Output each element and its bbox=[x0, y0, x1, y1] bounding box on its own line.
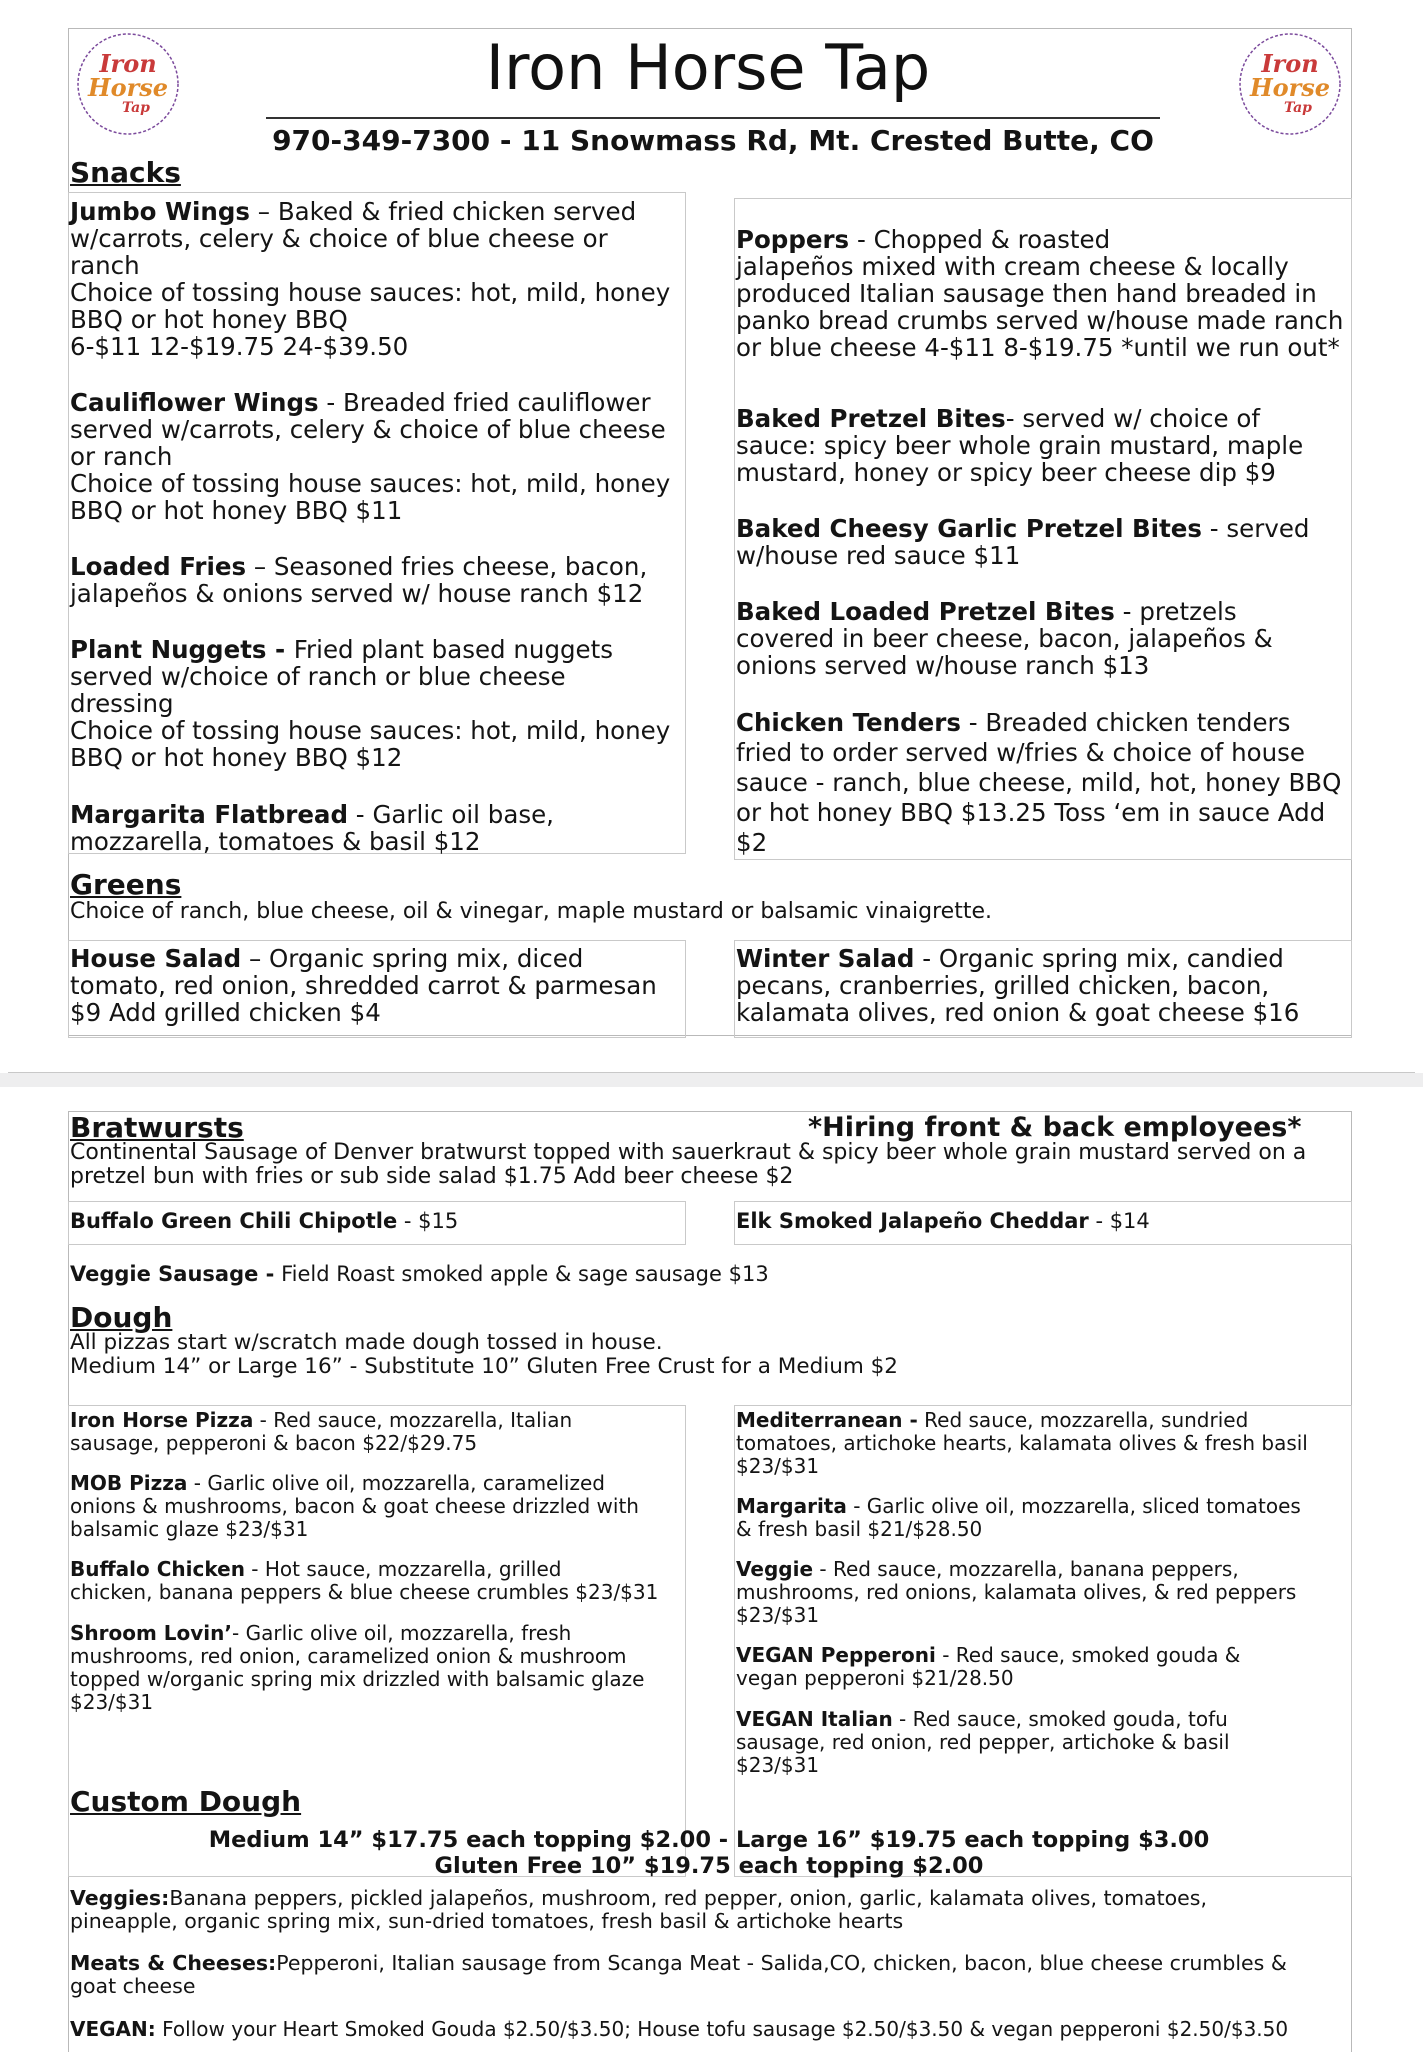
item-line: mushrooms, red onion, caramelized onion & mushroom bbox=[70, 1644, 627, 1668]
item-sep: - bbox=[846, 1494, 867, 1518]
item-baked-pretzel-bites bbox=[736, 405, 1348, 486]
item-line: Hot sauce, mozzarella, grilled bbox=[264, 1557, 562, 1581]
item-line: chicken, banana peppers & blue cheese crumbles $23/$31 bbox=[70, 1580, 659, 1604]
item-line: mustard, honey or spicy beer cheese dip $9 bbox=[736, 458, 1276, 487]
item-line: or blue cheese 4-$11 8-$19.75 *until we run out* bbox=[736, 333, 1340, 362]
item-price: - $15 bbox=[397, 1209, 459, 1233]
item-sep: – bbox=[241, 944, 269, 973]
item-sep: - bbox=[348, 800, 373, 829]
snacks-heading: Snacks bbox=[70, 156, 181, 189]
left-logo bbox=[74, 30, 182, 138]
item-sep: - bbox=[318, 388, 344, 417]
item-name: Shroom Lovin’ bbox=[70, 1621, 233, 1645]
item-line: tomato, red onion, shredded carrot & parmesan bbox=[70, 971, 657, 1000]
item-line: Baked & fried chicken served bbox=[277, 197, 637, 226]
item-desc: Field Roast smoked apple & sage sausage $13 bbox=[274, 1262, 769, 1286]
greens-note: Choice of ranch, blue cheese, oil & vinegar, maple mustard or balsamic vinaigrette. bbox=[70, 899, 992, 924]
item-house-salad bbox=[70, 945, 682, 1026]
item-line: produced Italian sausage then hand breaded in bbox=[736, 279, 1317, 308]
item-line: served bbox=[1226, 514, 1310, 543]
item-name: Mediterranean - bbox=[736, 1408, 918, 1432]
item-line: vegan pepperoni $21/28.50 bbox=[736, 1666, 1014, 1690]
item-cauliflower-wings bbox=[70, 389, 680, 524]
item-name: House Salad bbox=[70, 944, 242, 973]
item-sep: - bbox=[849, 225, 874, 254]
item-line: tomatoes, artichoke hearts, kalamata olives & fresh basil bbox=[736, 1431, 1308, 1455]
item-line: sauce: spicy beer whole grain mustard, maple bbox=[736, 431, 1304, 460]
bratwursts-heading: Bratwursts bbox=[70, 1111, 244, 1144]
custom-veggies bbox=[70, 1887, 1345, 1933]
item-name: Baked Cheesy Garlic Pretzel Bites bbox=[736, 514, 1202, 543]
item-sep: - bbox=[253, 1408, 274, 1432]
topping-sep: : bbox=[161, 1886, 170, 1910]
item-line: sausage, pepperoni & bacon $22/$29.75 bbox=[70, 1431, 478, 1455]
item-cheesy-garlic-pretzel-bites bbox=[736, 515, 1348, 569]
item-line: pretzels bbox=[1139, 597, 1237, 626]
item-line: pecans, cranberries, grilled chicken, bacon, bbox=[736, 971, 1270, 1000]
menu-page-2 bbox=[8, 1087, 1415, 2048]
item-line: Breaded chicken tenders bbox=[985, 708, 1291, 737]
item-loaded-pretzel-bites bbox=[736, 598, 1348, 679]
item-sep: – bbox=[246, 552, 274, 581]
item-line: Garlic olive oil, mozzarella, fresh bbox=[245, 1621, 572, 1645]
item-line: Red sauce, smoked gouda & bbox=[955, 1643, 1241, 1667]
item-veggie bbox=[736, 1558, 1348, 1627]
right-logo bbox=[1236, 30, 1344, 138]
item-line: w/house red sauce $11 bbox=[736, 541, 1021, 570]
topping-label: Veggies bbox=[70, 1886, 162, 1910]
item-line: jalapeños mixed with cream cheese & locally bbox=[736, 252, 1289, 281]
item-winter-salad bbox=[736, 945, 1348, 1026]
item-sep: - bbox=[1005, 404, 1023, 433]
price-line: Gluten Free 10” $19.75 each topping $2.00 bbox=[434, 1853, 984, 1879]
hiring-notice: *Hiring front & back employees* bbox=[808, 1112, 1302, 1143]
custom-prices bbox=[68, 1827, 1350, 1879]
item-line: $23/$31 bbox=[736, 1454, 820, 1478]
item-line: & fresh basil $21/$28.50 bbox=[736, 1517, 983, 1541]
item-name: Buffalo Green Chili Chipotle bbox=[70, 1209, 398, 1233]
price-line: Medium 14” $17.75 each topping $2.00 - Large 16” $19.75 each topping $3.00 bbox=[208, 1827, 1210, 1853]
item-shroom-lovin bbox=[70, 1622, 682, 1714]
topping-sep: : bbox=[268, 1951, 277, 1975]
item-name: VEGAN Italian bbox=[736, 1707, 893, 1731]
item-sep: - bbox=[1202, 514, 1227, 543]
item-name: Loaded Fries bbox=[70, 552, 247, 581]
item-line: w/carrots, celery & choice of blue cheese or bbox=[70, 224, 608, 253]
item-name: Chicken Tenders bbox=[736, 708, 961, 737]
item-line: Garlic olive oil, mozzarella, caramelized bbox=[207, 1471, 605, 1495]
item-vegan-pepperoni bbox=[736, 1644, 1348, 1690]
item-name: Poppers bbox=[736, 225, 850, 254]
item-line: sauce - ranch, blue cheese, mild, hot, honey BBQ bbox=[736, 768, 1342, 797]
logo-horse-text: Horse bbox=[87, 73, 169, 102]
item-line: sausage, red onion, red pepper, artichoke & basil bbox=[736, 1730, 1230, 1754]
topping-line: Pepperoni, Italian sausage from Scanga Meat - Salida,CO, chicken, bacon, blue cheese crumbles & bbox=[276, 1951, 1287, 1975]
logo-iron-text: Iron bbox=[99, 49, 157, 78]
item-poppers bbox=[736, 226, 1348, 361]
item-margarita-flatbread bbox=[70, 801, 680, 855]
logo-iron-text: Iron bbox=[1261, 49, 1319, 78]
item-line: 6-$11 12-$19.75 24-$39.50 bbox=[70, 332, 409, 361]
item-line: Organic spring mix, diced bbox=[268, 944, 584, 973]
item-line: $9 Add grilled chicken $4 bbox=[70, 998, 381, 1027]
item-sep: - bbox=[935, 1643, 956, 1667]
item-name: VEGAN Pepperoni bbox=[736, 1643, 936, 1667]
item-sep: - bbox=[892, 1707, 913, 1731]
bratwursts-desc bbox=[70, 1141, 1345, 1189]
item-sep: – bbox=[249, 197, 278, 226]
item-name: Margarita bbox=[736, 1494, 847, 1518]
item-name: Veggie Sausage - bbox=[70, 1262, 275, 1286]
item-name: MOB Pizza bbox=[70, 1471, 188, 1495]
item-line: ranch bbox=[70, 251, 140, 280]
item-name: Elk Smoked Jalapeño Cheddar bbox=[736, 1209, 1089, 1233]
item-line: balsamic glaze $23/$31 bbox=[70, 1517, 309, 1541]
item-sep: - bbox=[1114, 597, 1140, 626]
item-line: or hot honey BBQ $13.25 Toss ‘em in sauce Add $2 bbox=[736, 798, 1326, 857]
item-line: BBQ or hot honey BBQ bbox=[70, 305, 348, 334]
item-line: Red sauce, mozzarella, banana peppers, bbox=[832, 1557, 1239, 1581]
item-line: Chopped & roasted bbox=[873, 225, 1111, 254]
item-mob-pizza bbox=[70, 1472, 682, 1541]
desc-line: pretzel bun with fries or sub side salad $1.75 Add beer cheese $2 bbox=[70, 1164, 794, 1189]
item-line: panko bread crumbs served w/house made ranch bbox=[736, 306, 1344, 335]
item-line: Red sauce, mozzarella, sundried bbox=[924, 1408, 1249, 1432]
contact-line: 970-349-7300 - 11 Snowmass Rd, Mt. Crested Butte, CO bbox=[272, 124, 1154, 157]
logo-tap-text: Tap bbox=[122, 100, 150, 116]
item-elk-smoked-jalapeno-cheddar bbox=[736, 1209, 1150, 1233]
custom-vegan bbox=[70, 2018, 1360, 2041]
item-sep: - bbox=[187, 1471, 208, 1495]
item-line: Choice of tossing house sauces: hot, mild, honey bbox=[70, 716, 671, 745]
item-plant-nuggets bbox=[70, 636, 680, 771]
topping-label: VEGAN: bbox=[70, 2017, 156, 2041]
item-loaded-fries bbox=[70, 553, 680, 607]
item-price: - $14 bbox=[1088, 1209, 1150, 1233]
item-buffalo-chicken bbox=[70, 1558, 682, 1604]
item-line: kalamata olives, red onion & goat cheese $16 bbox=[736, 998, 1300, 1027]
item-line: served w/ choice of bbox=[1022, 404, 1260, 433]
item-sep: - bbox=[914, 944, 939, 973]
topping-line: goat cheese bbox=[70, 1974, 196, 1998]
greens-heading: Greens bbox=[70, 868, 182, 901]
item-sep: - bbox=[266, 635, 294, 664]
title-rule bbox=[266, 117, 1160, 119]
item-line: BBQ or hot honey BBQ $11 bbox=[70, 496, 403, 525]
desc-line: Continental Sausage of Denver bratwurst topped with sauerkraut & spicy beer whole grain mustard served on a bbox=[70, 1140, 1307, 1165]
item-line: topped w/organic spring mix drizzled with balsamic glaze bbox=[70, 1667, 645, 1691]
item-line: Choice of tossing house sauces: hot, mild, honey bbox=[70, 469, 671, 498]
topping-line: Follow your Heart Smoked Gouda $2.50/$3.50; House tofu sausage $2.50/$3.50 & vegan pepperoni $2.50/$3.50 bbox=[162, 2017, 1289, 2041]
item-sep: - bbox=[232, 1621, 246, 1645]
item-jumbo-wings bbox=[70, 198, 680, 360]
item-name: Jumbo Wings bbox=[70, 197, 250, 226]
item-line: Fried plant based nuggets bbox=[293, 635, 613, 664]
item-name: Baked Pretzel Bites bbox=[736, 404, 1006, 433]
item-line: $23/$31 bbox=[736, 1753, 820, 1777]
item-line: Seasoned fries cheese, bacon, bbox=[273, 552, 648, 581]
item-name: Winter Salad bbox=[736, 944, 915, 973]
topping-label: Meats & Cheeses bbox=[70, 1951, 269, 1975]
item-line: Garlic oil base, bbox=[372, 800, 554, 829]
item-line: Organic spring mix, candied bbox=[938, 944, 1284, 973]
item-name: Plant Nuggets bbox=[70, 635, 267, 664]
item-line: Choice of tossing house sauces: hot, mild, honey bbox=[70, 278, 671, 307]
item-line: Red sauce, smoked gouda, tofu bbox=[912, 1707, 1228, 1731]
item-veggie-sausage bbox=[70, 1262, 769, 1286]
dough-desc bbox=[70, 1331, 1345, 1379]
logo-tap-text: Tap bbox=[1284, 100, 1312, 116]
item-line: Red sauce, mozzarella, Italian bbox=[273, 1408, 573, 1432]
menu-page-1 bbox=[8, 0, 1415, 1073]
item-line: $23/$31 bbox=[736, 1603, 820, 1627]
item-line: mushrooms, red onions, kalamata olives, & red peppers bbox=[736, 1580, 1297, 1604]
item-name: Buffalo Chicken bbox=[70, 1557, 245, 1581]
item-line: or ranch bbox=[70, 442, 173, 471]
item-line: Garlic olive oil, mozzarella, sliced tomatoes bbox=[866, 1494, 1301, 1518]
item-line: covered in beer cheese, bacon, jalapeños & bbox=[736, 624, 1273, 653]
item-line: onions served w/house ranch $13 bbox=[736, 651, 1150, 680]
item-line: Breaded fried cauliflower bbox=[343, 388, 651, 417]
custom-meats bbox=[70, 1952, 1345, 1998]
item-chicken-tenders bbox=[736, 708, 1348, 858]
dough-heading: Dough bbox=[70, 1301, 173, 1334]
page-gap bbox=[0, 1073, 1423, 1087]
item-line: $23/$31 bbox=[70, 1690, 154, 1714]
item-name: Cauliflower Wings bbox=[70, 388, 319, 417]
item-sep: - bbox=[960, 708, 986, 737]
item-line: fried to order served w/fries & choice of house bbox=[736, 738, 1305, 767]
desc-line: All pizzas start w/scratch made dough tossed in house. bbox=[70, 1330, 663, 1355]
item-margarita bbox=[736, 1495, 1348, 1541]
item-name: Iron Horse Pizza bbox=[70, 1408, 254, 1432]
item-name: Baked Loaded Pretzel Bites bbox=[736, 597, 1115, 626]
item-name: Margarita Flatbread bbox=[70, 800, 349, 829]
topping-line: Banana peppers, pickled jalapeños, mushroom, red pepper, onion, garlic, kalamata olives, tomatoes, bbox=[169, 1886, 1207, 1910]
desc-line: Medium 14” or Large 16” - Substitute 10” Gluten Free Crust for a Medium $2 bbox=[70, 1354, 898, 1379]
item-iron-horse-pizza bbox=[70, 1409, 682, 1455]
item-line: BBQ or hot honey BBQ $12 bbox=[70, 743, 403, 772]
item-line: served w/choice of ranch or blue cheese bbox=[70, 662, 566, 691]
custom-dough-heading: Custom Dough bbox=[70, 1785, 302, 1818]
logo-horse-text: Horse bbox=[1249, 73, 1331, 102]
item-name: Veggie bbox=[736, 1557, 814, 1581]
item-sep: - bbox=[813, 1557, 833, 1581]
item-mediterranean bbox=[736, 1409, 1348, 1478]
item-vegan-italian bbox=[736, 1708, 1348, 1777]
item-sep: - bbox=[244, 1557, 265, 1581]
item-line: served w/carrots, celery & choice of blue cheese bbox=[70, 415, 666, 444]
item-line: mozzarella, tomatoes & basil $12 bbox=[70, 827, 481, 856]
page-title: Iron Horse Tap bbox=[485, 31, 931, 104]
item-buffalo-green-chili-chipotle bbox=[70, 1209, 458, 1233]
topping-line: pineapple, organic spring mix, sun-dried tomatoes, fresh basil & artichoke hearts bbox=[70, 1909, 904, 1933]
item-line: onions & mushrooms, bacon & goat cheese drizzled with bbox=[70, 1494, 639, 1518]
item-line: jalapeños & onions served w/ house ranch $12 bbox=[70, 579, 644, 608]
item-line: dressing bbox=[70, 689, 174, 718]
